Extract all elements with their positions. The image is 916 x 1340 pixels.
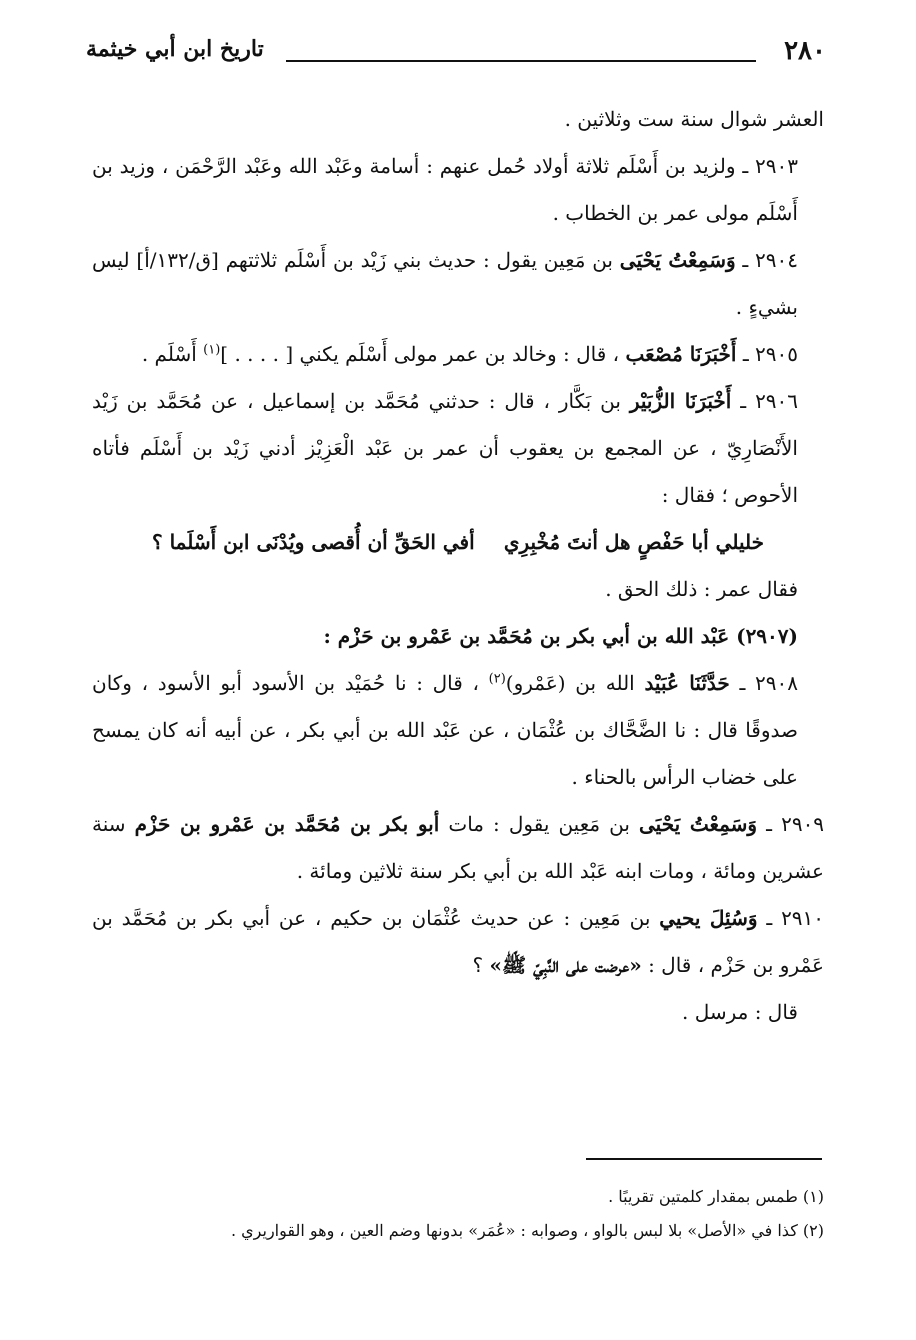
paragraph-response: فقال عمر : ذلك الحق . <box>605 577 798 601</box>
entry-text: ، قال : وخالد بن عمر مولى أَسْلَم يكني [ . . . . ] <box>220 342 620 366</box>
footnote-marker: (٢) <box>488 671 506 687</box>
entry-lead: أَخْبَرَنَا الزُّبَيْر <box>629 389 732 413</box>
entry-number: ٢٩١٠ ـ <box>766 906 825 930</box>
paragraph-1: العشر شوال سنة ست وثلاثين . <box>564 107 824 131</box>
footnote-marker: (١) <box>203 342 221 358</box>
entry-number: ٢٩٠٥ ـ <box>742 342 798 366</box>
verse-first-hemistich: خليلي أبا حَفْصٍ هل أنتَ مُخْبِرِي <box>503 530 764 554</box>
paragraph-2910 <box>92 895 824 989</box>
verse-second-hemistich: أفي الحَقِّ أن أُقصى ويُدْنَى ابن أَسْلَما ؟ <box>152 530 475 554</box>
entry-lead: أَخْبَرَنَا مُصْعَب <box>625 342 737 366</box>
entry-number: ٢٩٠٤ ـ <box>742 248 799 272</box>
entry-number: ٢٩٠٨ ـ <box>739 671 798 695</box>
paragraph-2903: ٢٩٠٣ ـ ولزيد بن أَسْلَم ثلاثة أولاد حُمل عنهم : أسامة وعَبْد الله وعَبْد الرَّحْمَن ، وزيد بن أَسْلَم مولى عمر بن الخطاب . <box>92 154 798 225</box>
book-title: تاريخ ابن أبي خيثمة <box>86 36 264 62</box>
footnotes <box>92 1180 824 1248</box>
paragraph-response-2: قال : مرسل . <box>681 1000 798 1024</box>
entry-number: ٢٩٠٩ ـ <box>766 812 825 836</box>
paragraph-2904 <box>92 237 824 331</box>
entry-lead: وَسَمِعْتُ يَحْيَى <box>638 812 758 836</box>
page-number: ٢٨٠ <box>784 36 826 66</box>
entry-lead: وَسُئِلَ يحيي <box>659 906 758 930</box>
entry-text: بن بَكَّار ، قال : حدثني مُحَمَّد بن إسماعيل ، عن مُحَمَّد بن زَيْد الأَنْصَارِيّ ، عن المجمع بن يعقوب أن عمر بن عَبْد الْعَزِيْز أدني زَيْد بن أَسْلَم فأتاه الأحوص ؛ فقال : <box>92 389 798 507</box>
entry-text: بن مَعِين : عن حديث عُثْمَان بن حكيم ، عن أبي بكر بن مُحَمَّد بن عَمْرو بن حَزْم ، قال : <box>92 906 824 977</box>
entry-lead: وَسَمِعْتُ يَحْيَى <box>619 248 736 272</box>
entry-bold-name: أبو بكر بن مُحَمَّد بن عَمْرو بن حَزْم <box>134 812 440 836</box>
header-rule <box>286 60 756 62</box>
entry-text: بن مَعِين يقول : حديث بني زَيْد بن أَسْلَم ثلاثتهم [ق/١٣٢/أ] ليس بشيءٍ . <box>92 248 798 319</box>
paragraph-2909 <box>92 801 824 895</box>
paragraph-2906 <box>92 378 824 519</box>
entry-text-rest: ، قال : نا حُمَيْد بن الأسود أبو الأسود ، وكان صدوقًا قال : نا الضَّحَّاك بن عُثْمَان ، عن عَبْد الله بن أبي بكر ، عن أبيه أنه كان يمسح على خضاب الرأس بالحناء . <box>92 671 798 789</box>
entry-text: الله بن (عَمْرو) <box>505 671 635 695</box>
poem-verse <box>92 519 824 566</box>
footnote-2: (٢) كذا في «الأصل» بلا لبس بالواو ، وصوابه : «عُمَر» بدونها وضم العين ، وهو القواريري . <box>230 1221 824 1240</box>
section-heading: (٢٩٠٧) عَبْد الله بن أبي بكر بن مُحَمَّد بن عَمْرو بن حَزْم : <box>323 624 798 648</box>
footnote-rule <box>586 1158 822 1160</box>
paragraph-2908 <box>92 660 824 801</box>
footnote-1: (١) طمس بمقدار كلمتين تقريبًا . <box>608 1187 824 1206</box>
paragraph-2905 <box>92 331 824 378</box>
entry-text-tail: أَسْلَم . <box>141 342 197 366</box>
entry-quote: «عرضت على النَّبِيّ ﷺ» <box>489 953 642 977</box>
entry-number: ٢٩٠٦ ـ <box>740 389 799 413</box>
entry-lead: حَدَّثَنَا عُبَيْد <box>644 671 730 695</box>
page-header <box>86 32 826 76</box>
entry-end: ؟ <box>472 953 484 977</box>
entry-text: بن مَعِين يقول : مات <box>448 812 630 836</box>
body-text <box>92 96 824 1036</box>
entry-text-rest: سنة عشرين ومائة ، ومات ابنه عَبْد الله بن أبي بكر سنة ثلاثين ومائة . <box>92 812 824 883</box>
